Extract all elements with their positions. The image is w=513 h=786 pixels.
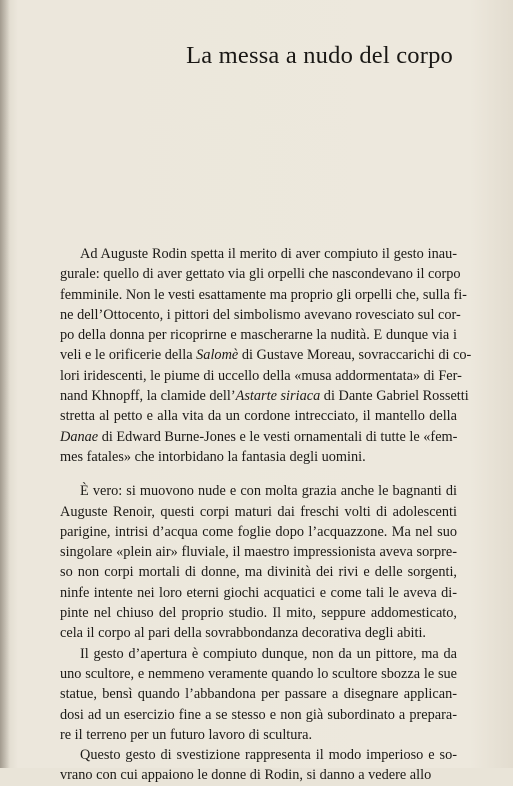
italic-title: Astarte siriaca bbox=[235, 388, 321, 405]
text-line: ne dell’Ottocento, i pittori del simbolismo avevano rovesciato sul cor- bbox=[60, 306, 461, 323]
text-line: femminile. Non le vesti esattamente ma proprio gli orpelli che, sulla fi- bbox=[60, 286, 467, 303]
text-line: mes fatales» che intorbidano la fantasia degli uomini. bbox=[60, 448, 366, 465]
text-line bbox=[60, 386, 469, 406]
text-line: ninfe intente nei loro eterni giochi acquatici e come tali le aveva di- bbox=[60, 584, 457, 601]
italic-title: Danae bbox=[60, 428, 99, 445]
text-line: pinte nel chiuso del proprio studio. Il mito, seppure addomesticato, bbox=[60, 605, 457, 622]
paragraph bbox=[60, 644, 457, 745]
text-line: Questo gesto di svestizione rappresenta il modo imperioso e so- bbox=[80, 747, 457, 764]
text-line: Il gesto d’apertura è compiuto dunque, non da un pittore, ma da bbox=[80, 645, 457, 662]
paragraph bbox=[60, 745, 457, 786]
text-segment: di Dante Gabriel Rossetti bbox=[320, 388, 469, 405]
text-line: Ad Auguste Rodin spetta il merito di aver compiuto il gesto inau- bbox=[80, 246, 457, 262]
text-segment: nand Khnopff, la clamide dell’ bbox=[60, 388, 236, 405]
text-line: stretta al petto e alla vita da un cordone intrecciato, il mantello della bbox=[60, 408, 457, 425]
text-line: lori iridescenti, le piume di uccello della «musa addormentata» di Fer- bbox=[60, 367, 462, 384]
chapter-title: La messa a nudo del corpo bbox=[186, 42, 453, 69]
paragraph-gap bbox=[60, 467, 457, 481]
page-fold-shadow bbox=[0, 0, 10, 768]
text-segment: di Gustave Moreau, sovraccarichi di co- bbox=[238, 347, 472, 364]
italic-title: Salomè bbox=[196, 347, 239, 364]
text-line: cela il corpo al pari della sovrabbondanza decorativa degli abiti. bbox=[60, 625, 427, 642]
text-line: gurale: quello di aver gettato via gli orpelli che nascondevano il corpo bbox=[60, 266, 461, 283]
paragraph bbox=[60, 244, 472, 467]
text-line: statue, bensì quando l’abbandona per passare a disegnare applican- bbox=[60, 686, 457, 703]
text-line: Auguste Renoir, questi corpi maturi dai freschi volti di adolescenti bbox=[60, 503, 457, 520]
text-line: singolare «plein air» fluviale, il maestro impressionista aveva sorpre- bbox=[60, 544, 457, 561]
text-line: vrano con cui appaiono le donne di Rodin, si danno a vedere allo bbox=[60, 767, 432, 784]
text-line: po della donna per ricoprirne e mascherarne la nudità. E dunque via i bbox=[60, 327, 457, 344]
text-segment: di Edward Burne-Jones e le vesti ornamentali di tutte le «fem- bbox=[98, 428, 458, 445]
paragraph bbox=[60, 481, 457, 643]
text-segment: veli e le orificerie della bbox=[60, 347, 197, 364]
text-line: re il terreno per un futuro lavoro di scultura. bbox=[60, 726, 313, 743]
chapter-body bbox=[60, 244, 472, 786]
text-line: uno scultore, e nemmeno veramente quando lo scultore sbozza le sue bbox=[60, 665, 457, 682]
text-line: so non corpi mortali di donne, ma divinità dei rivi e delle sorgenti, bbox=[60, 564, 457, 581]
text-line: È vero: si muovono nude e con molta grazia anche le bagnanti di bbox=[80, 483, 457, 500]
text-line bbox=[60, 345, 472, 365]
text-line bbox=[60, 427, 457, 447]
text-line: parigine, intrisi d’acqua come foglie dopo l’acquazzone. Ma nel suo bbox=[60, 523, 457, 540]
text-line: dosi ad un esercizio fine a se stesso e non già subordinato a prepara- bbox=[60, 706, 457, 723]
